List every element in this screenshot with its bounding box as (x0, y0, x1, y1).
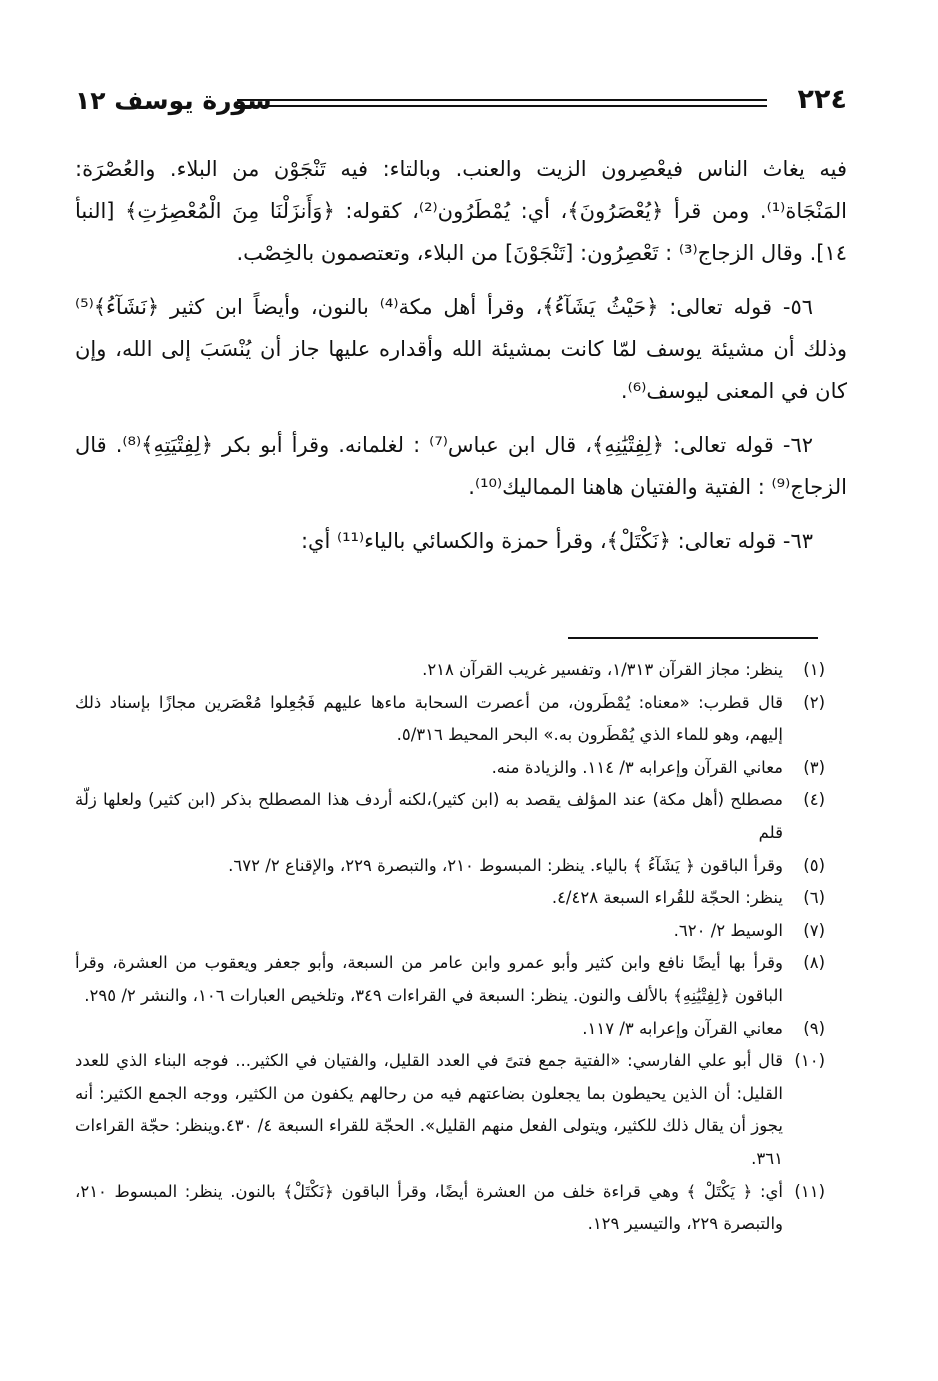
footnote-separator (568, 637, 818, 639)
footnote-number: (٤) (803, 790, 825, 810)
paragraph-verse-62: ٦٢- قوله تعالى: ﴿لِفِتْيَٰنِهِ﴾، قال ابن عباس⁽⁷⁾ : لغلمانه. وقرأ أبو بكر ﴿لِفِتْيَتِهِ﴾⁽⁸⁾. قال الزجاج⁽⁹⁾ : الفتية والفتيان هاهنا المماليك⁽¹⁰⁾. (75, 433, 847, 499)
footnote-number: (٦) (803, 888, 825, 908)
footnote-number: (٧) (803, 920, 825, 940)
footnote-text: معاني القرآن وإعرابه ٣/ ١١٤. والزيادة منه. (491, 757, 783, 777)
footnote (75, 784, 825, 849)
paragraph-verse-63: ٦٣- قوله تعالى: ﴿نَكْتَلْ﴾، وقرأ حمزة والكسائي بالياء⁽¹¹⁾ أي: (300, 529, 813, 553)
surah-title: سورة يوسف ١٢ (75, 86, 272, 115)
footnote-number: (١٠) (794, 1051, 825, 1071)
footnote-number: (٣) (803, 757, 825, 777)
footnote-number: (٢) (803, 692, 825, 712)
footnote-text: قال قطرب: «معناه: يُمْطَرون، من أعصرت السحابة ماءها عليهم فَجُعِلوا مُعْصَرين مجازًا بإسناد ذلك إليهم، وهو للماء الذي يُمْطَرون به.» البحر المحيط ٥/٣١٦. (75, 692, 783, 745)
footnote-text: معاني القرآن وإعرابه ٣/ ١١٧. (582, 1018, 783, 1038)
footnote (75, 752, 825, 785)
footnote (75, 947, 825, 1012)
footnote-text: أي: ﴿ يَكْتَلْ ﴾ وهي قراءة خلف من العشرة أيضًا، وقرأ الباقون ﴿نَكْتَلْ﴾ بالنون. ينظر: المبسوط ٢١٠، والتبصرة ٢٢٩، والتيسير ١٢٩. (75, 1181, 783, 1234)
footnote-text: مصطلح (أهل مكة) عند المؤلف يقصد به (ابن كثير)،لكنه أردف هذا المصطلح بذكر (ابن كثير) ولعلها زلّة قلم (75, 790, 783, 842)
paragraph-gap (75, 508, 847, 520)
footnote-text: ينظر: الحجّة للقُراء السبعة ٤/٤٢٨. (551, 888, 783, 908)
footnote-text: قال أبو علي الفارسي: «الفتية جمع فتىً في العدد القليل، والفتيان في الكثير... فوجه البناء الذي للعدد القليل: أن الذين يحيطون بما يجعلون بضاعتهم فيه من رحالهم يكفون من الكثير، ووجه الجمع الكثير: أنه يجوز أن يقال ذلك للكثير، ويتولى الفعل منهم القليل». الحجّة للقراء السبعة ٤/ ٤٣٠.وينظر: حجّة القراءات ٣٦١. (75, 1051, 783, 1168)
paragraph-tafsir-intro: فيه يغاث الناس فيعْصِرون الزيت والعنب. وبالتاء: فيه تَنْجَوْن من البلاء. والعُصْرَة: المَنْجَاة⁽¹⁾. ومن قرأ ﴿يُعْصَرُونَ﴾، أي: يُمْطَرُون⁽²⁾، كقوله: ﴿وَأَنزَلْنَا مِنَ الْمُعْصِرَٰتِ﴾ [النبأ ١٤]. وقال الزجاج⁽³⁾ : تَعْصِرُون: [تَنْجَوْنَ] من البلاء، وتعتصمون بالخِصْب. (75, 157, 847, 265)
footnote (75, 882, 825, 915)
footnote-text: ينظر: مجاز القرآن ١/٣١٣، وتفسير غريب القرآن ٢١٨. (422, 660, 783, 679)
footnote-number: (١١) (794, 1181, 825, 1201)
footnotes (75, 654, 825, 1241)
main-text (75, 148, 847, 562)
footnote-number: (٩) (803, 1018, 825, 1038)
footnote (75, 1013, 825, 1046)
paragraph-gap (75, 274, 847, 286)
paragraph-gap (75, 412, 847, 424)
footnote (75, 1045, 825, 1175)
footnote (75, 915, 825, 948)
paragraph-verse-56: ٥٦- قوله تعالى: ﴿حَيْثُ يَشَآءُ﴾، وقرأ أهل مكة⁽⁴⁾ بالنون، وأيضاً ابن كثير ﴿نَشَآءُ﴾⁽⁵⁾ وذلك أن مشيئة يوسف لمّا كانت بمشيئة الله وأقداره عليها جاز أن يُنْسَبَ إلى الله، وإن كان في المعنى ليوسف⁽⁶⁾. (75, 295, 847, 403)
header-rule-bottom (237, 105, 767, 107)
footnote (75, 850, 825, 883)
footnote-text: وقرأ بها أيضًا نافع وابن كثير وأبو عمرو وابن عامر من السبعة، وأبو جعفر ويعقوب من العشرة، وقرأ الباقون ﴿لِفِتْيَٰنِهِ﴾ بالألف والنون. ينظر: السبعة في القراءات ٣٤٩، وتلخيص العبارات ١٠٦، والنشر ٢/ ٢٩٥. (75, 953, 783, 1005)
footnote (75, 687, 825, 752)
page-header (75, 84, 847, 124)
footnote-number: (٥) (803, 855, 825, 875)
header-rule-top (237, 99, 767, 101)
footnote (75, 654, 825, 687)
footnote-number: (١) (803, 660, 825, 679)
page-number: ٢٢٤ (797, 84, 847, 115)
footnote-text: الوسيط ٢/ ٦٢٠. (673, 920, 783, 940)
footnote-number: (٨) (803, 953, 825, 973)
footnote-text: وقرأ الباقون ﴿ يَشَآءُ ﴾ بالياء. ينظر: المبسوط ٢١٠، والتبصرة ٢٢٩، والإقناع ٢/ ٦٧٢. (228, 855, 783, 875)
footnote (75, 1176, 825, 1241)
